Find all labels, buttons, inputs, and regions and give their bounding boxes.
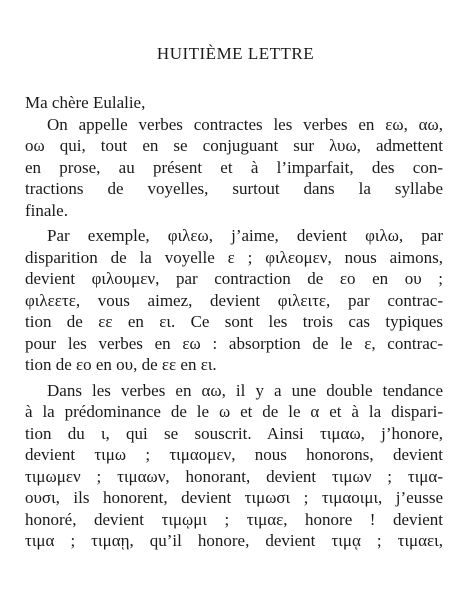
text-line: ουσι, ils honorent, devient τιμωσι ; τιμαοιμι, j’eusse — [25, 488, 443, 507]
text-line: tractions de voyelles, surtout dans la syllabe — [25, 179, 443, 198]
text-line: finale. — [25, 200, 68, 220]
text-line: à la prédominance de le ω et de le α et à la dispari- — [25, 402, 443, 421]
text-line: On appelle verbes contractes les verbes en εω, αω, — [47, 114, 443, 134]
text-line: honoré, devient τιμῳμι ; τιμαε, honore ! devient — [25, 509, 443, 529]
text-line: φιλεετε, vous aimez, devient φιλειτε, par contrac- — [25, 290, 443, 310]
text-line: tion de εε en ει. Ce sont les trois cas typiques — [25, 312, 443, 331]
text-line: pour les verbes en εω : absorption de le ε, contrac- — [25, 333, 443, 353]
text-line: Dans les verbes en αω, il y a une double tendance — [47, 380, 443, 400]
chapter-title: HUITIÈME LETTRE — [156, 44, 315, 63]
text-line: disparition de la voyelle ε ; φιλεομεν, nous aimons, — [25, 247, 443, 267]
text-line: τιμωμεν ; τιμαων, honorant, devient τιμων ; τιμα- — [25, 466, 443, 486]
text-line: οω qui, tout en se conjuguant sur λυω, admettent — [25, 136, 443, 155]
text-line: tion du ι, qui se souscrit. Ainsi τιμαω, j’honore, — [25, 423, 443, 443]
text-line: Par exemple, φιλεω, j’aime, devient φιλω, par — [47, 226, 443, 245]
text-line: devient τιμω ; τιμαομεν, nous honorons, devient — [25, 445, 443, 464]
letter-body — [25, 92, 443, 552]
text-line: τιμα ; τιμαῃ, qu’il honore, devient τιμᾳ ; τιμαει, — [25, 531, 443, 550]
text-line: tion de εο en ου, de εε en ει. — [25, 355, 217, 374]
text-line: en prose, au présent et à l’imparfait, des con- — [25, 157, 443, 177]
salutation: Ma chère Eulalie, — [25, 93, 146, 112]
text-line: devient φιλουμεν, par contraction de εο en ου ; — [25, 269, 443, 288]
